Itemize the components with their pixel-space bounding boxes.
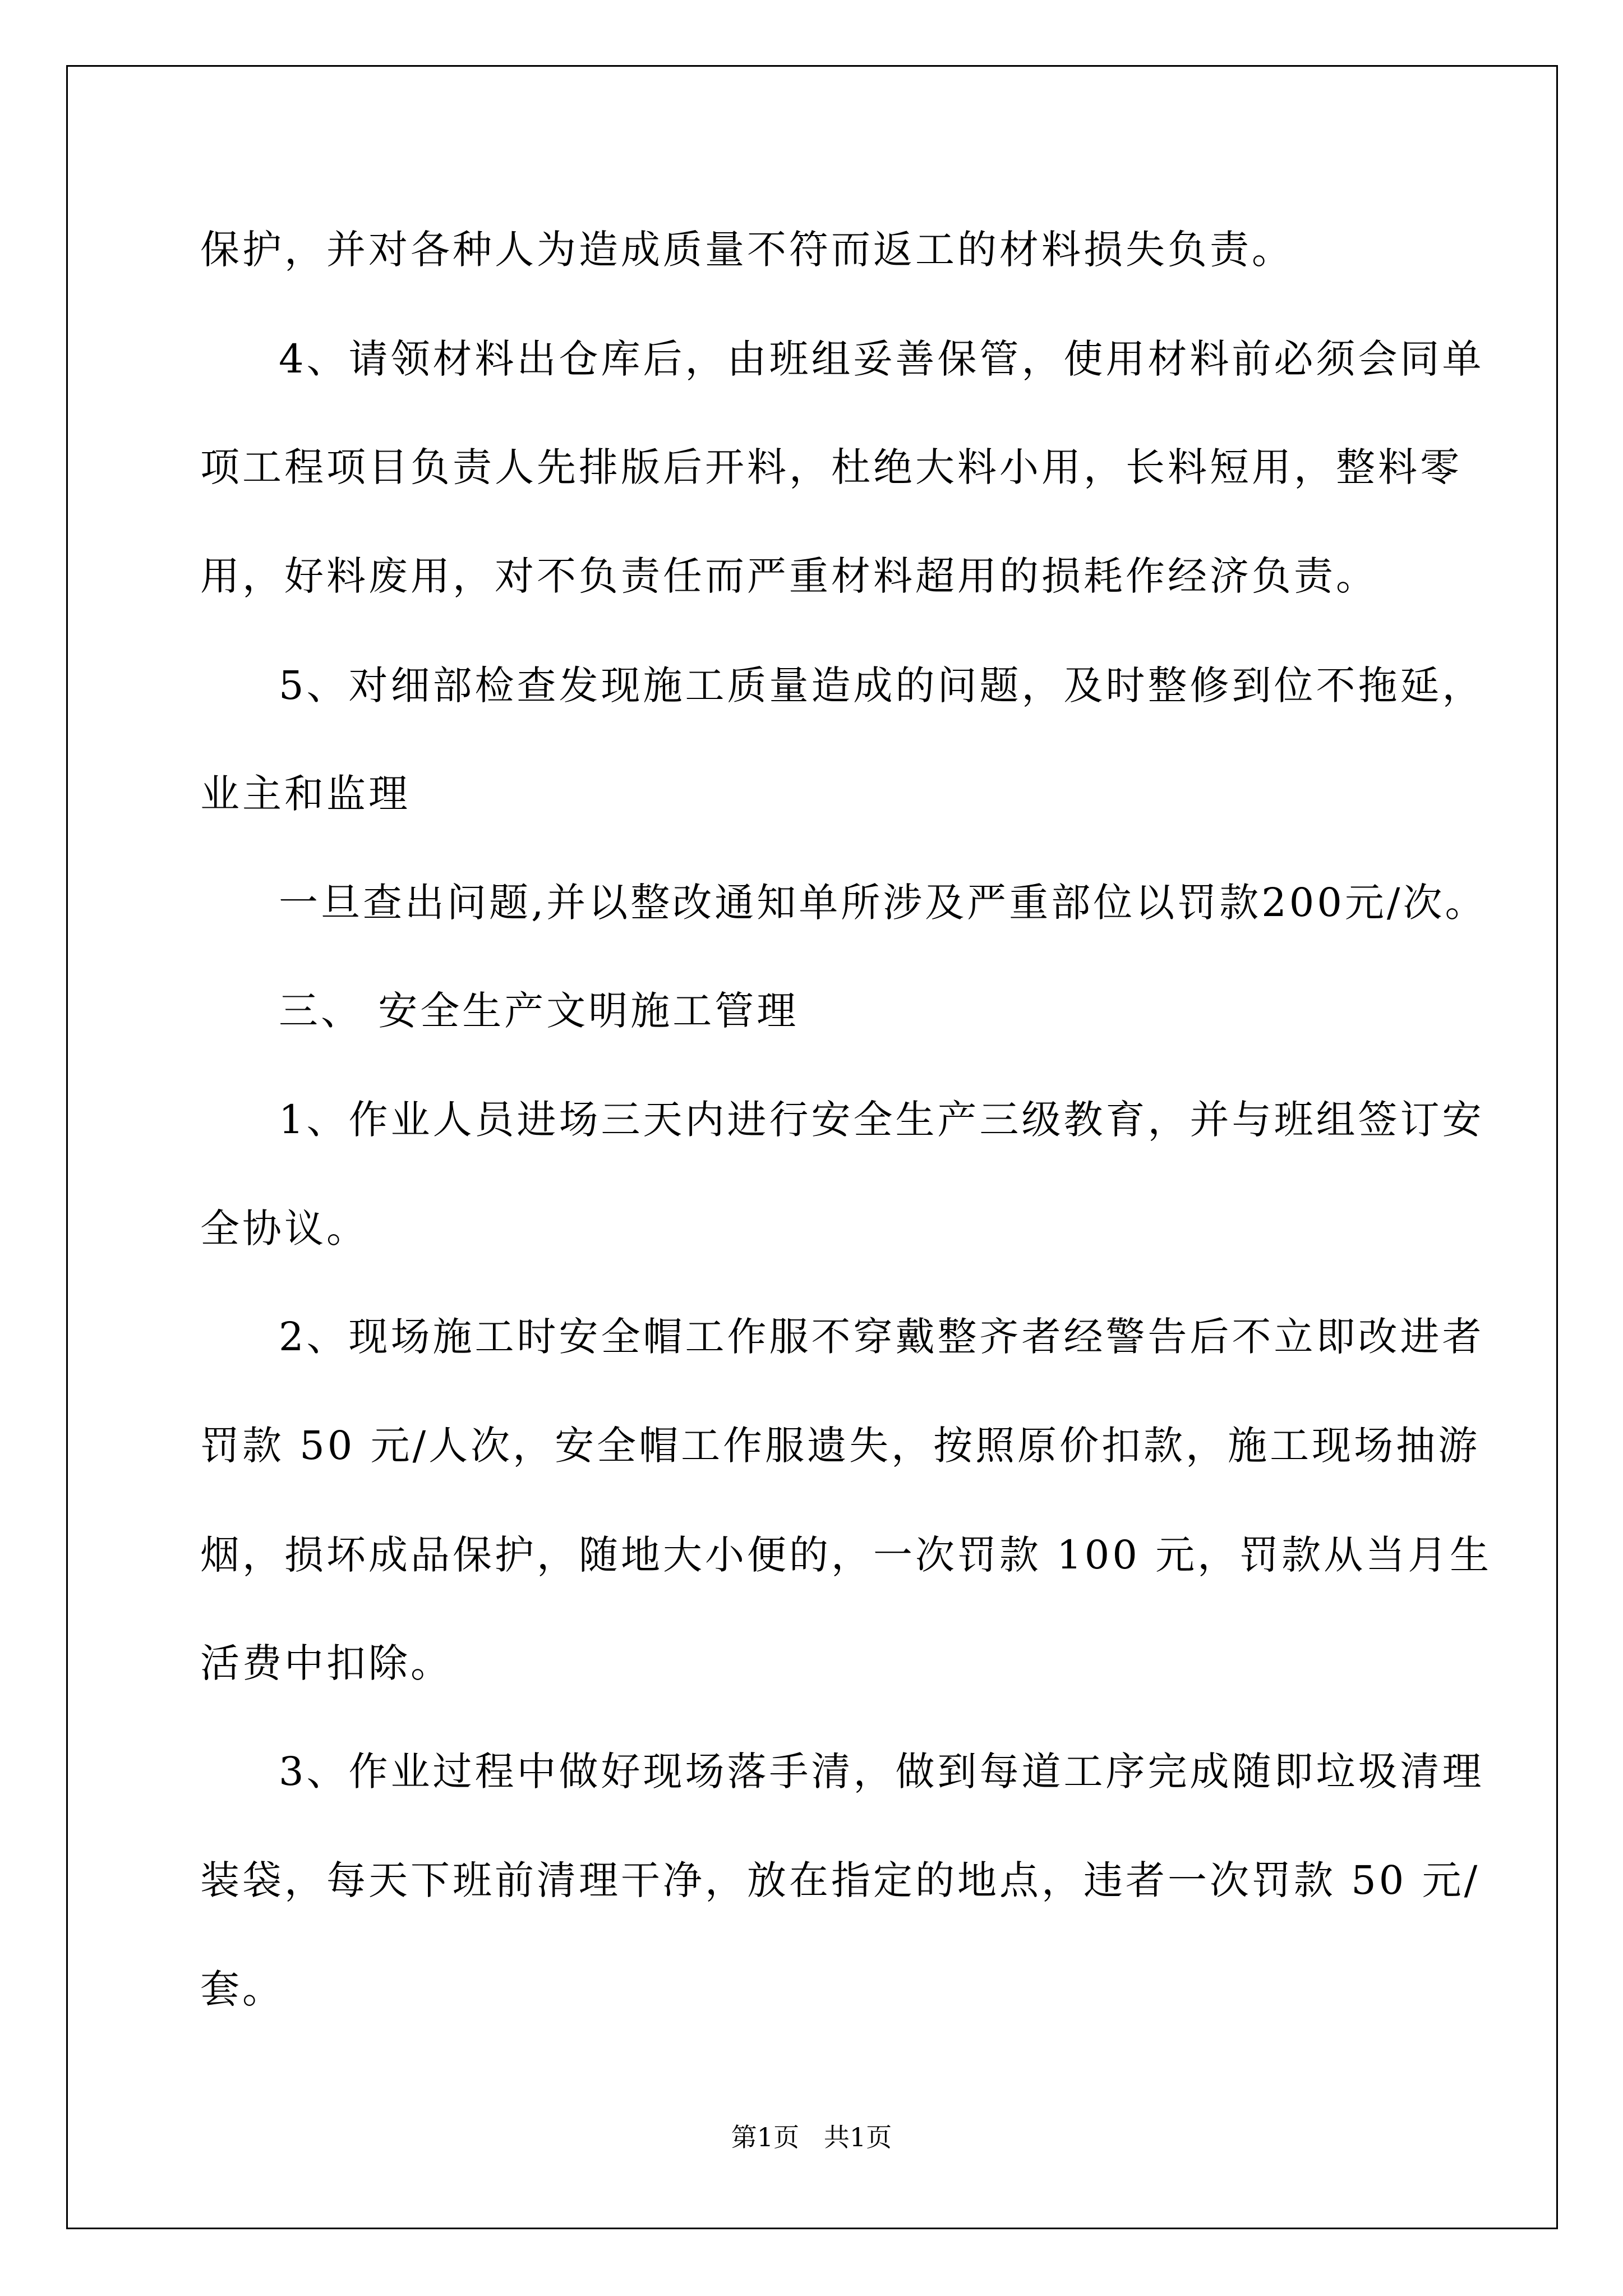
text-line: 烟，损坏成品保护，随地大小便的，一次罚款 100 元，罚款从当月生 <box>200 1532 1492 1578</box>
text-line: 罚款 50 元/人次，安全帽工作服遗失，按照原价扣款，施工现场抽游 <box>200 1423 1481 1469</box>
text-line: 项工程项目负责人先排版后开料，杜绝大料小用，长料短用，整料零 <box>200 444 1462 490</box>
text-line: 一旦查出问题,并以整改通知单所涉及严重部位以罚款200元/次。 <box>279 880 1487 926</box>
text-line: 业主和监理 <box>200 771 411 817</box>
text-line: 装袋，每天下班前清理干净，放在指定的地点，违者一次罚款 50 元/ <box>200 1857 1481 1903</box>
text-line: 4、请领材料出仓库后，由班组妥善保管，使用材料前必须会同单 <box>279 336 1484 382</box>
text-line: 活费中扣除。 <box>200 1640 453 1686</box>
page-footer: 第1页 共1页 <box>731 2122 892 2152</box>
text-line: 套。 <box>200 1966 284 2012</box>
text-line: 用，好料废用，对不负责任而严重材料超用的损耗作经济负责。 <box>200 553 1378 599</box>
section-heading: 三、 安全生产文明施工管理 <box>279 988 799 1034</box>
text-line: 2、现场施工时安全帽工作服不穿戴整齐者经警告后不立即改进者 <box>279 1314 1484 1360</box>
text-line: 1、作业人员进场三天内进行安全生产三级教育，并与班组签订安 <box>279 1097 1484 1143</box>
text-line: 5、对细部检查发现施工质量造成的问题，及时整修到位不拖延， <box>279 662 1484 708</box>
text-line: 3、作业过程中做好现场落手清，做到每道工序完成随即垃圾清理 <box>279 1749 1484 1795</box>
text-line: 保护，并对各种人为造成质量不符而返工的材料损失负责。 <box>200 227 1294 273</box>
text-line: 全协议。 <box>200 1205 368 1251</box>
